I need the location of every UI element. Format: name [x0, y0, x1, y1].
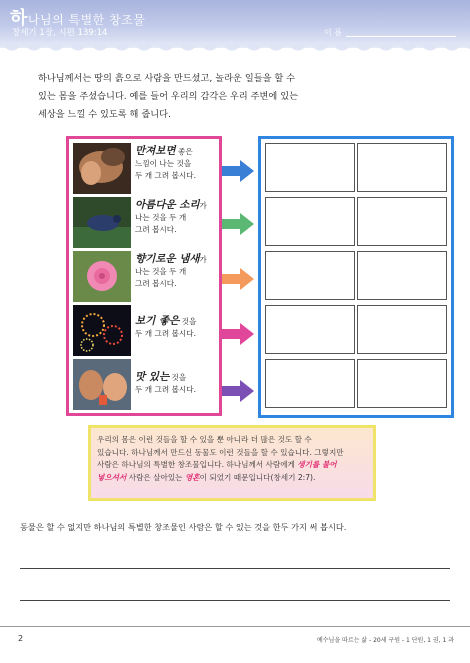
sense-smell-title: 향기로운 냄새: [135, 253, 200, 265]
sense-touch-line: 두 개 그려 봅시다.: [135, 171, 197, 180]
scripture-note: [88, 425, 376, 501]
name-label: 이 름: [324, 28, 342, 37]
hearing-photo: [73, 197, 131, 248]
title-rest: 나님의 특별한 창조물: [27, 13, 146, 27]
note-line: 우리의 몸은 이런 것들을 할 수 있을 뿐 아니라 더 많은 것도 할 수: [97, 435, 312, 444]
arrow-right-icon: [222, 323, 254, 345]
sense-hearing-line: 그려 봅시다.: [135, 225, 177, 234]
answer-line[interactable]: [20, 568, 450, 569]
note-highlight: 영혼: [184, 472, 200, 482]
senses-panel: [66, 136, 222, 416]
note-highlight: 넣으셔서: [97, 472, 127, 482]
arrow-right-icon: [222, 268, 254, 290]
sense-sight-title: 보기 좋은: [135, 315, 180, 327]
sense-taste-suffix: 것을: [169, 373, 187, 382]
sense-taste-text: [135, 371, 221, 396]
sense-taste-line: 두 개 그려 봅시다.: [135, 385, 197, 394]
sense-touch-suffix: 좋은: [175, 147, 193, 156]
scripture-reference: 창세기 1장, 시편 139:14: [12, 28, 108, 38]
drawing-cell[interactable]: [265, 359, 355, 408]
sense-touch-text: [135, 145, 221, 182]
taste-photo: [73, 359, 131, 410]
sense-touch-title: 만져보면: [135, 145, 176, 157]
note-text: 사람은 살아있는: [126, 472, 185, 482]
page-number: 2: [18, 634, 24, 643]
sense-smell-line: 그려 봅시다.: [135, 279, 177, 288]
note-line: [97, 472, 367, 485]
sense-hearing-title: 아름다운 소리: [135, 199, 200, 211]
footer-rule: [0, 626, 470, 627]
drawing-cell[interactable]: [357, 143, 447, 192]
touch-photo: [73, 143, 131, 194]
sense-smell-suffix: 가: [199, 255, 207, 264]
drawing-cell[interactable]: [265, 197, 355, 246]
arrow-right-icon: [222, 160, 254, 182]
drawing-cell[interactable]: [357, 197, 447, 246]
answer-line[interactable]: [20, 600, 450, 601]
drawing-cell[interactable]: [357, 251, 447, 300]
intro-line: 있는 몸을 주셨습니다. 예를 들어 우리의 감각은 우리 주변에 있는: [38, 91, 298, 102]
arrow-right-icon: [222, 380, 254, 402]
name-field[interactable]: [346, 36, 456, 37]
sense-hearing-suffix: 가: [199, 201, 207, 210]
sense-hearing-text: [135, 199, 221, 236]
note-line: [97, 459, 367, 472]
note-text: 사람은 하나님의 특별한 창조물입니다. 하나님께서 사람에게: [97, 460, 298, 469]
sense-smell-line: 나는 것을 두 개: [135, 267, 187, 276]
sense-touch-line: 느낌이 나는 것을: [135, 159, 192, 168]
sight-photo: [73, 305, 131, 356]
title-initial: 하: [10, 8, 28, 29]
drawing-cell[interactable]: [265, 305, 355, 354]
note-text: 이 되었기 때문입니다(창세기 2:7).: [199, 472, 316, 482]
intro-paragraph: [38, 70, 438, 124]
drawing-cell[interactable]: [357, 305, 447, 354]
note-highlight: 생기를 불어: [297, 460, 337, 469]
writing-prompt: 동물은 할 수 없지만 하나님의 특별한 창조물인 사람은 할 수 있는 것을 한두 가지 써 봅시다.: [20, 522, 347, 532]
sense-sight-line: 두 개 그려 봅시다.: [135, 329, 197, 338]
sense-taste-title: 맛 있는: [135, 371, 170, 383]
drawing-cell[interactable]: [265, 143, 355, 192]
drawing-grid: [258, 136, 454, 418]
sense-sight-text: [135, 315, 221, 340]
sense-smell-text: [135, 253, 221, 290]
footer-text: 예수님을 따르는 삶 - 20세 구원 - 1 단원, 1 권, 1 과: [316, 637, 454, 644]
smell-photo: [73, 251, 131, 302]
drawing-cell[interactable]: [357, 359, 447, 408]
drawing-cell[interactable]: [265, 251, 355, 300]
intro-line: 하나님께서는 땅의 흙으로 사람을 만드셨고, 놀라운 일들을 할 수: [38, 73, 296, 84]
sense-hearing-line: 나는 것을 두 개: [135, 213, 187, 222]
intro-line: 세상을 느낄 수 있도록 해 줍니다.: [38, 109, 171, 120]
arrow-right-icon: [222, 213, 254, 235]
note-line: 있습니다. 하나님께서 만드신 동물도 이런 것들을 할 수 있습니다. 그렇지만: [97, 447, 344, 457]
sense-sight-suffix: 것을: [179, 317, 197, 326]
